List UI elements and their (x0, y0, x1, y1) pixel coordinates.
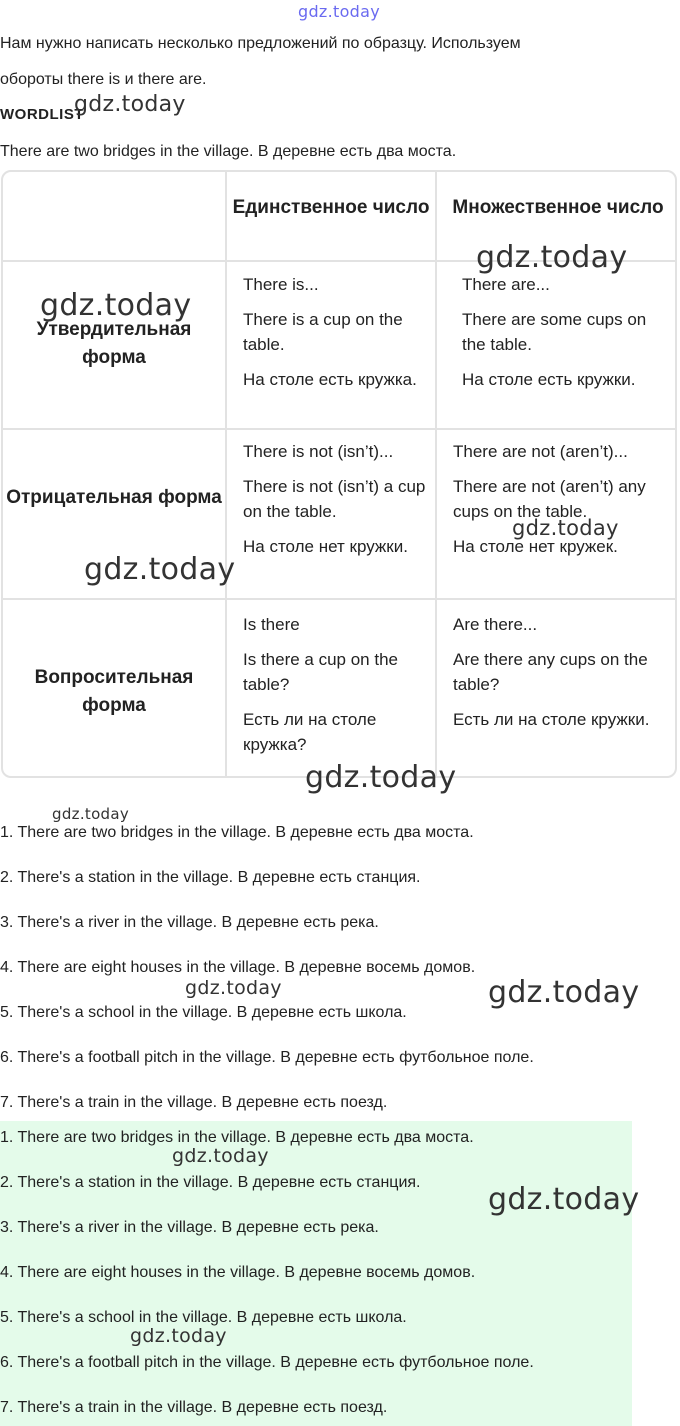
cell-line: There are some cups on the table. (462, 310, 647, 354)
intro-text-line1: Нам нужно написать несколько предложений по образцу. Используем (0, 35, 521, 52)
list-item: 2. There's a station in the village. В деревне есть станция. (0, 1174, 421, 1191)
cell-line: There is not (isn’t) a cup on the table. (243, 477, 426, 521)
cell-line: There is not (isn’t)... (243, 442, 394, 461)
cell-line: There are not (aren’t)... (453, 442, 628, 461)
list-item: 5. There's a school in the village. В деревне есть школа. (0, 1004, 407, 1021)
table-divider (3, 428, 675, 430)
watermark: gdz.today (74, 92, 186, 117)
table-cell-affirmative-singular (243, 272, 433, 402)
cell-line: There are not (aren’t) any cups on the table. (453, 477, 646, 521)
list-item: 1. There are two bridges in the village. В деревне есть два моста. (0, 824, 474, 841)
watermark: gdz.today (130, 1325, 227, 1347)
cell-line: Is there a cup on the table? (243, 650, 398, 694)
cell-line: На столе нет кружек. (453, 537, 618, 556)
row-header-affirmative: Утвердительная форма (36, 319, 192, 368)
cell-line: Are there... (453, 615, 538, 634)
cell-line: На столе есть кружки. (462, 370, 636, 389)
list-item: 5. There's a school in the village. В деревне есть школа. (0, 1309, 407, 1326)
table-cell-question-singular (243, 612, 433, 767)
watermark: gdz.today (172, 1145, 269, 1167)
list-item: 6. There's a football pitch in the village. В деревне есть футбольное поле. (0, 1049, 534, 1066)
table-cell-affirmative-plural (462, 272, 667, 402)
cell-line: Есть ли на столе кружки. (453, 710, 650, 729)
list-item: 7. There's a train in the village. В деревне есть поезд. (0, 1399, 388, 1416)
wordlist-heading: WORDLIST (0, 106, 84, 123)
list-item: 3. There's a river in the village. В деревне есть река. (0, 914, 379, 931)
watermark: gdz.today (40, 288, 192, 323)
cell-line: Is there (243, 615, 300, 634)
cell-line: There are... (462, 275, 550, 294)
list-item: 2. There's a station in the village. В деревне есть станция. (0, 869, 421, 886)
list-item: 4. There are eight houses in the village. В деревне восемь домов. (0, 1264, 476, 1281)
table-cell-negative-plural (453, 439, 668, 569)
list-item: 7. There's a train in the village. В деревне есть поезд. (0, 1094, 388, 1111)
table-cell-negative-singular (243, 439, 433, 569)
watermark: gdz.today (298, 2, 380, 21)
watermark: gdz.today (305, 760, 457, 795)
column-header-singular: Единственное число (232, 197, 430, 218)
list-item: 1. There are two bridges in the village. В деревне есть два моста. (0, 1129, 474, 1146)
watermark: gdz.today (185, 977, 282, 999)
cell-line: На столе есть кружка. (243, 370, 417, 389)
list-item: 4. There are eight houses in the village. В деревне восемь домов. (0, 959, 476, 976)
cell-line: There is... (243, 275, 319, 294)
table-divider (435, 172, 437, 776)
cell-line: На столе нет кружки. (243, 537, 408, 556)
column-header-plural: Множественное число (452, 197, 664, 218)
example-sentence: There are two bridges in the village. В деревне есть два моста. (0, 143, 457, 160)
cell-line: Есть ли на столе кружка? (243, 710, 377, 754)
intro-text-line2: обороты there is и there are. (0, 71, 207, 88)
watermark: gdz.today (512, 516, 619, 540)
table-divider (225, 172, 227, 776)
watermark: gdz.today (52, 805, 130, 823)
table-cell-question-plural (453, 612, 658, 742)
watermark: gdz.today (476, 240, 628, 275)
watermark: gdz.today (84, 552, 236, 587)
row-header-negative: Отрицательная форма (6, 487, 222, 508)
list-item: 6. There's a football pitch in the village. В деревне есть футбольное поле. (0, 1354, 534, 1371)
watermark: gdz.today (488, 1182, 640, 1217)
cell-line: Are there any cups on the table? (453, 650, 648, 694)
list-item: 3. There's a river in the village. В деревне есть река. (0, 1219, 379, 1236)
cell-line: There is a cup on the table. (243, 310, 403, 354)
row-header-question: Вопросительная форма (34, 667, 194, 716)
watermark: gdz.today (488, 975, 640, 1010)
table-divider (3, 598, 675, 600)
